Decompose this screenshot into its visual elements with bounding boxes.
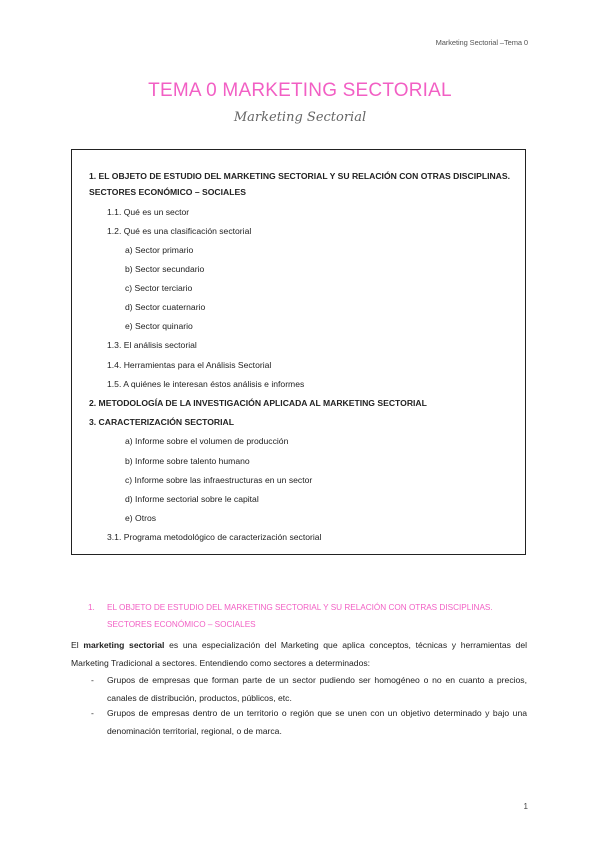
document-subtitle: Marketing Sectorial [233,110,367,125]
toc-entry: e) Sector quinario [125,321,193,331]
toc-entry: 1.4. Herramientas para el Análisis Sectorial [107,360,272,370]
section-heading [88,599,533,633]
toc-entry: a) Sector primario [125,245,194,255]
page-number: 1 [523,802,528,811]
toc-entry: b) Sector secundario [125,264,205,274]
paragraph-rest: es una especialización del Marketing que aplica conceptos, técnicas y herramientas del Marketing Tradicional a sectores. Entendiendo como sectores a determinados: [71,640,528,668]
toc-entry: 1.3. El análisis sectorial [107,340,197,350]
toc-entry: d) Sector cuaternario [125,302,206,312]
section-number: 1. [88,603,95,612]
bullet-text: Grupos de empresas dentro de un territorio o región que se unen con un objetivo determinado y bajo una denominación territorial, regional, o de marca. [107,708,527,736]
toc-entry: b) Informe sobre talento humano [125,456,250,466]
toc-entry: d) Informe sectorial sobre le capital [125,494,259,504]
running-header: Marketing Sectorial –Tema 0 [435,38,528,47]
document-title: TEMA 0 MARKETING SECTORIAL [148,80,452,101]
paragraph-key-term: marketing sectorial [83,640,165,650]
toc-entry: 1. EL OBJETO DE ESTUDIO DEL MARKETING SECTORIAL Y SU RELACIÓN CON OTRAS DISCIPLINAS. [89,171,510,181]
toc-entry: 1.2. Qué es una clasificación sectorial [107,226,252,236]
section-heading-text: EL OBJETO DE ESTUDIO DEL MARKETING SECTORIAL Y SU RELACIÓN CON OTRAS DISCIPLINAS. SECTORES ECONÓMICO – SOCIALES [107,603,493,629]
body-paragraph [71,637,527,672]
toc-entry: c) Informe sobre las infraestructuras en un sector [125,475,313,485]
bullet-text: Grupos de empresas que forman parte de un sector pudiendo ser homogéneo o no en cuanto a precios, canales de distribución, productos, públicos, etc. [107,675,527,703]
bullet-item [71,672,527,707]
bullet-dash: - [91,675,94,685]
toc-entry: e) Otros [125,513,157,523]
toc-entry: 3. CARACTERIZACIÓN SECTORIAL [89,417,234,427]
toc-entry: 2. METODOLOGÍA DE LA INVESTIGACIÓN APLICADA AL MARKETING SECTORIAL [89,398,427,408]
toc-entry: 3.1. Programa metodológico de caracterización sectorial [107,532,322,542]
toc-entry: a) Informe sobre el volumen de producción [125,436,289,446]
toc-entry: c) Sector terciario [125,283,193,293]
bullet-item [71,705,527,740]
toc-entry: 1.1. Qué es un sector [107,207,190,217]
toc-entry: 1.5. A quiénes le interesan éstos análisis e informes [107,379,305,389]
paragraph-intro: El [71,640,79,650]
toc-entry: SECTORES ECONÓMICO – SOCIALES [89,187,246,197]
bullet-dash: - [91,708,94,718]
